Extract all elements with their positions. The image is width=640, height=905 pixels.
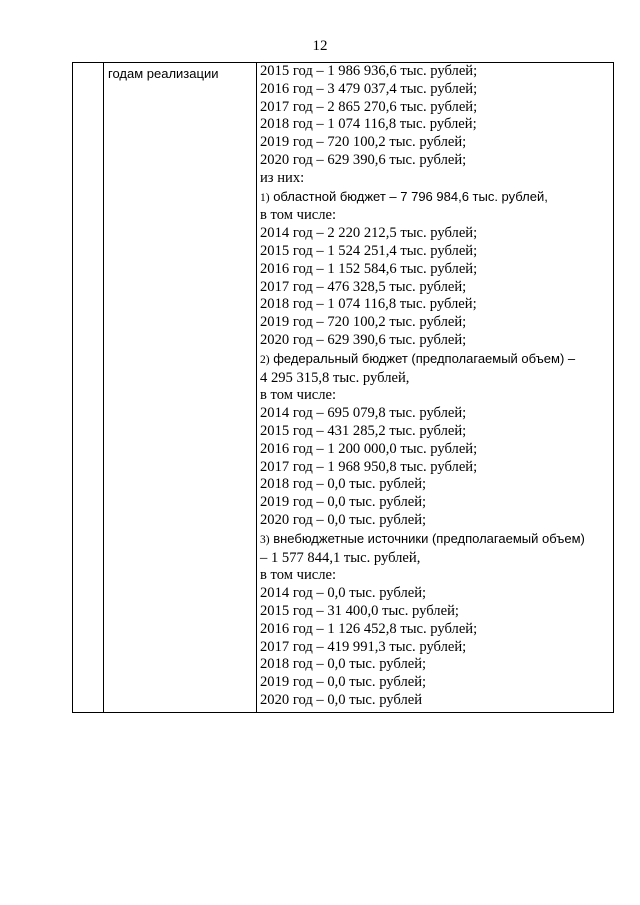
- funding-line: 2018 год – 0,0 тыс. рублей;: [260, 476, 427, 493]
- funding-line: 2020 год – 629 390,6 тыс. рублей;: [260, 331, 467, 348]
- funding-line: 2019 год – 720 100,2 тыс. рублей;: [260, 314, 467, 331]
- funding-line: 2017 год – 1 968 950,8 тыс. рублей;: [260, 458, 478, 475]
- funding-line: 4 295 315,8 тыс. рублей,: [260, 369, 410, 386]
- funding-line: – 1 577 844,1 тыс. рублей,: [260, 549, 421, 566]
- funding-line: 2015 год – 431 285,2 тыс. рублей;: [260, 422, 467, 439]
- funding-line: 2016 год – 1 152 584,6 тыс. рублей;: [260, 260, 478, 277]
- funding-line: в том числе:: [260, 387, 337, 404]
- funding-lines: [257, 63, 614, 713]
- funding-table: [72, 62, 614, 713]
- empty-cell: [73, 63, 104, 713]
- funding-line: 2015 год – 31 400,0 тыс. рублей;: [260, 602, 459, 619]
- funding-line: 1) областной бюджет – 7 796 984,6 тыс. рублей,: [260, 188, 548, 204]
- funding-line: 2020 год – 0,0 тыс. рублей;: [260, 511, 427, 528]
- funding-line: 2020 год – 0,0 тыс. рублей: [260, 691, 423, 708]
- funding-line: 2) федеральный бюджет (предполагаемый объем) –: [260, 350, 576, 366]
- funding-line: 2018 год – 1 074 116,8 тыс. рублей;: [260, 116, 477, 133]
- funding-line: 2014 год – 0,0 тыс. рублей;: [260, 585, 427, 602]
- funding-line: 3) внебюджетные источники (предполагаемый объем): [260, 530, 585, 546]
- row-label: годам реализации: [104, 63, 257, 713]
- funding-line: 2017 год – 2 865 270,6 тыс. рублей;: [260, 98, 478, 115]
- funding-line: 2018 год – 0,0 тыс. рублей;: [260, 656, 427, 673]
- funding-line: 2019 год – 0,0 тыс. рублей;: [260, 674, 427, 691]
- funding-line: из них:: [260, 169, 305, 186]
- funding-line: 2019 год – 720 100,2 тыс. рублей;: [260, 134, 467, 151]
- page-number: 12: [312, 38, 328, 54]
- funding-line: 2018 год – 1 074 116,8 тыс. рублей;: [260, 296, 477, 313]
- funding-line: 2020 год – 629 390,6 тыс. рублей;: [260, 151, 467, 168]
- funding-line: 2015 год – 1 524 251,4 тыс. рублей;: [260, 242, 478, 259]
- funding-line: в том числе:: [260, 207, 337, 224]
- funding-line: 2016 год – 3 479 037,4 тыс. рублей;: [260, 80, 478, 97]
- funding-line: 2014 год – 2 220 212,5 тыс. рублей;: [260, 225, 478, 242]
- funding-line: 2017 год – 476 328,5 тыс. рублей;: [260, 278, 467, 295]
- table-row: [73, 63, 614, 713]
- funding-line: 2019 год – 0,0 тыс. рублей;: [260, 494, 427, 511]
- funding-line: 2016 год – 1 200 000,0 тыс. рублей;: [260, 440, 478, 457]
- funding-line: 2017 год – 419 991,3 тыс. рублей;: [260, 638, 467, 655]
- funding-line: в том числе:: [260, 567, 337, 584]
- funding-line: 2016 год – 1 126 452,8 тыс. рублей;: [260, 620, 478, 637]
- funding-line: 2015 год – 1 986 936,6 тыс. рублей;: [260, 63, 478, 79]
- funding-line: 2014 год – 695 079,8 тыс. рублей;: [260, 405, 467, 422]
